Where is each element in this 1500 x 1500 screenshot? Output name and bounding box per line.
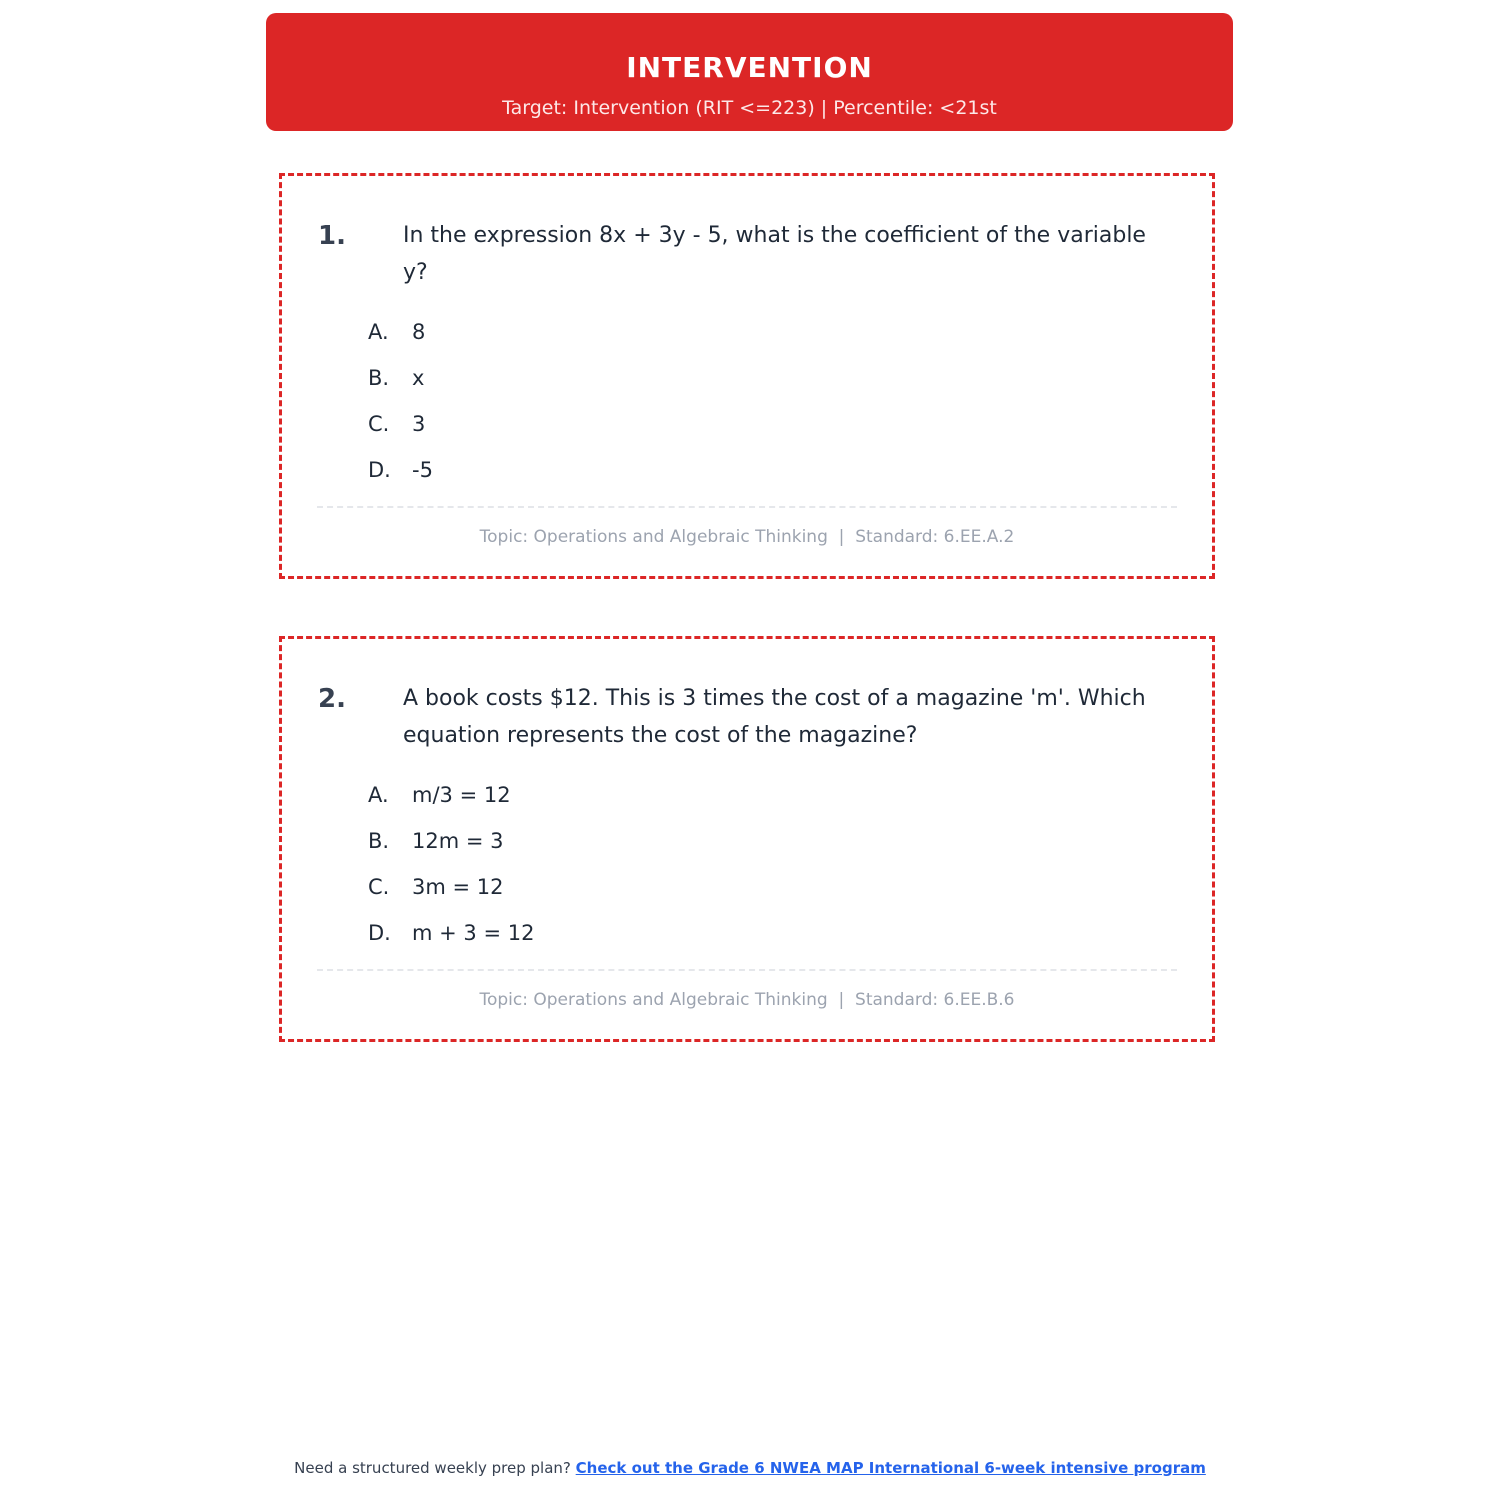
option-text: 12m = 3 (412, 829, 504, 853)
question-number: 1. (318, 221, 346, 251)
topic-standard-meta: Topic: Operations and Algebraic Thinking | Standard: 6.EE.A.2 (479, 527, 1015, 547)
option-letter: D. (368, 458, 391, 482)
option-letter: A. (368, 783, 389, 807)
level-target-subtitle: Target: Intervention (RIT <=223) | Percentile: <21st (502, 97, 997, 119)
option-text: 3 (412, 412, 426, 436)
answer-option-a[interactable] (368, 772, 534, 818)
option-text: -5 (412, 458, 433, 482)
program-link[interactable]: Check out the Grade 6 NWEA MAP International 6-week intensive program (575, 1459, 1206, 1477)
answer-option-c[interactable] (368, 401, 433, 447)
answer-option-a[interactable] (368, 309, 433, 355)
question-card (279, 173, 1215, 579)
option-letter: C. (368, 875, 390, 899)
answer-options (368, 772, 534, 956)
option-text: x (412, 366, 425, 390)
answer-option-b[interactable] (368, 355, 433, 401)
question-card (279, 636, 1215, 1042)
option-letter: B. (368, 366, 390, 390)
answer-options (368, 309, 433, 493)
option-text: 3m = 12 (412, 875, 504, 899)
option-letter: C. (368, 412, 390, 436)
answer-option-c[interactable] (368, 864, 534, 910)
level-header-banner (266, 13, 1233, 131)
question-text: A book costs $12. This is 3 times the cost of a magazine 'm'. Which equation represents the cost of the magazine? (403, 686, 1146, 748)
option-letter: B. (368, 829, 390, 853)
answer-option-d[interactable] (368, 910, 534, 956)
answer-option-b[interactable] (368, 818, 534, 864)
level-title: INTERVENTION (626, 51, 873, 84)
footer-prompt: Need a structured weekly prep plan? (294, 1459, 571, 1477)
question-text: In the expression 8x + 3y - 5, what is the coefficient of the variable y? (403, 223, 1146, 285)
option-letter: D. (368, 921, 391, 945)
divider (317, 506, 1177, 508)
option-text: m + 3 = 12 (412, 921, 535, 945)
topic-standard-meta: Topic: Operations and Algebraic Thinking | Standard: 6.EE.B.6 (479, 990, 1015, 1010)
answer-option-d[interactable] (368, 447, 433, 493)
divider (317, 969, 1177, 971)
option-text: 8 (412, 320, 426, 344)
question-number: 2. (318, 684, 346, 714)
footer-cta (0, 1458, 1500, 1478)
option-text: m/3 = 12 (412, 783, 511, 807)
option-letter: A. (368, 320, 389, 344)
